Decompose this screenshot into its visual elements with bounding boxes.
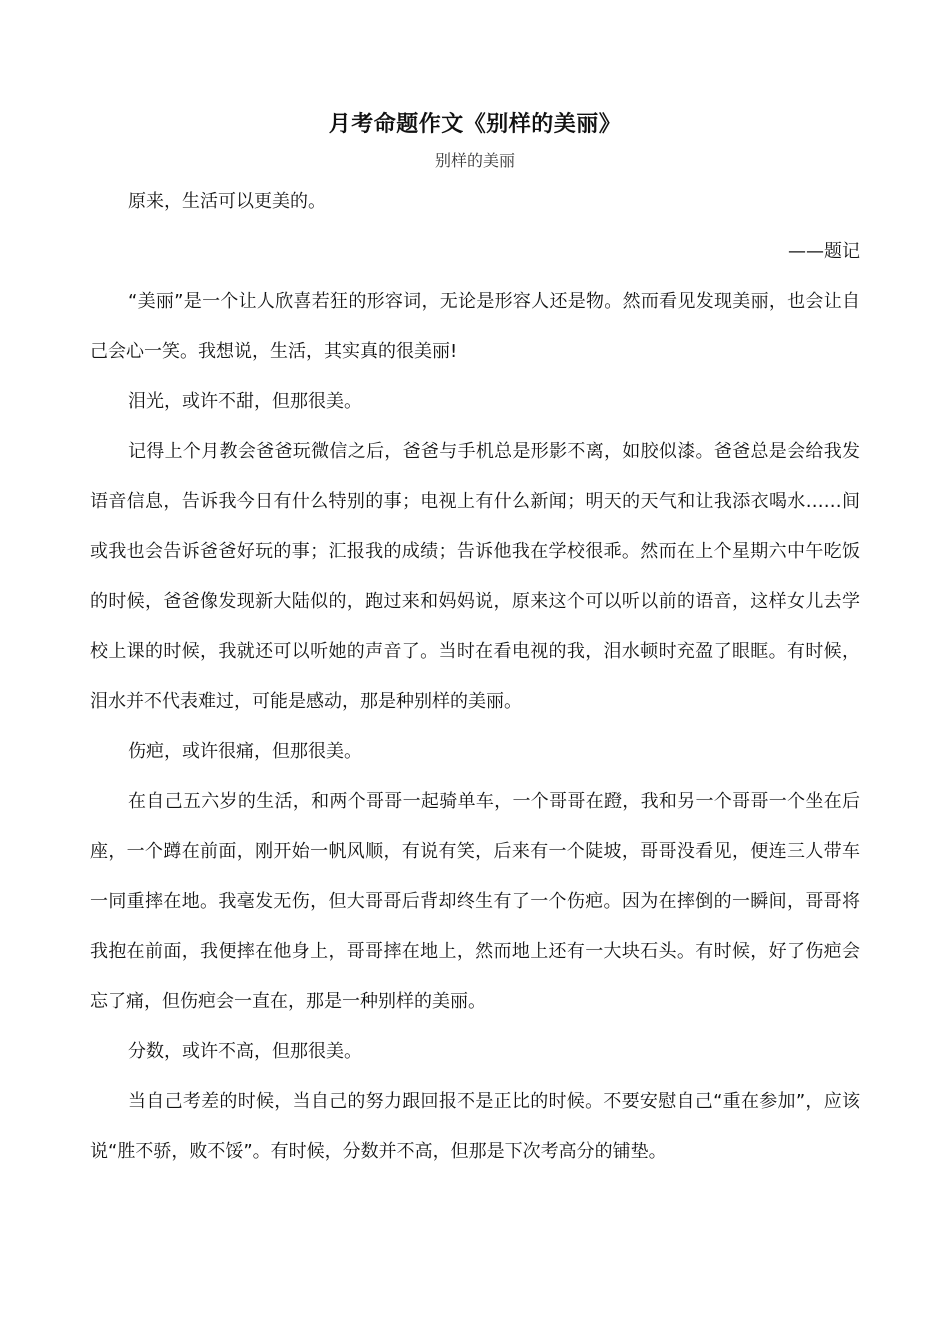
- epigraph-sign: ——题记: [788, 241, 860, 262]
- paragraph-heading-tears: 泪光，或许不甜，但那很美。: [128, 391, 362, 412]
- document-title: 月考命题作文《别样的美丽》: [328, 112, 622, 137]
- document-subtitle: 别样的美丽: [434, 151, 515, 170]
- paragraph-scar-story: 在自己五六岁的生活，和两个哥哥一起骑单车，一个哥哥在蹬，我和另一个哥哥一个坐在后座，一个蹲在前面，刚开始一帆风顺，有说有笑，后来有一个陡坡，哥哥没看见，便连三人带车一同重摔在地。我毫发无伤，但大哥哥后背却终生有了一个伤疤。因为在摔倒的一瞬间，哥哥将我抱在前面，我便摔在他身上，哥哥摔在地上，然而地上还有一大块石头。有时候，好了伤疤会忘了痛，但伤疤会一直在，那是一种别样的美丽。: [90, 791, 860, 1012]
- document-body: [90, 177, 860, 1177]
- epigraph: 原来，生活可以更美的。: [128, 191, 326, 212]
- paragraph-heading-scar: 伤疤，或许很痛，但那很美。: [128, 741, 362, 762]
- paragraph-tears-story: 记得上个月教会爸爸玩微信之后，爸爸与手机总是形影不离，如胶似漆。爸爸总是会给我发语音信息，告诉我今日有什么特别的事；电视上有什么新闻；明天的天气和让我添衣喝水……间或我也会告诉爸爸好玩的事；汇报我的成绩；告诉他我在学校很乖。然而在上个星期六中午吃饭的时候，爸爸像发现新大陆似的，跑过来和妈妈说，原来这个可以听以前的语音，这样女儿去学校上课的时候，我就还可以听她的声音了。当时在看电视的我，泪水顿时充盈了眼眶。有时候，泪水并不代表难过，可能是感动，那是种别样的美丽。: [90, 441, 860, 712]
- paragraph-heading-score: 分数，或许不高，但那很美。: [128, 1041, 362, 1062]
- paragraph-score-story: 当自己考差的时候，当自己的努力跟回报不是正比的时候。不要安慰自己“重在参加”，应该说“胜不骄，败不馁”。有时候，分数并不高，但那是下次考高分的铺垫。: [90, 1091, 860, 1162]
- paragraph-intro: “美丽”是一个让人欣喜若狂的形容词，无论是形容人还是物。然而看见发现美丽，也会让自己会心一笑。我想说，生活，其实真的很美丽!: [90, 291, 860, 362]
